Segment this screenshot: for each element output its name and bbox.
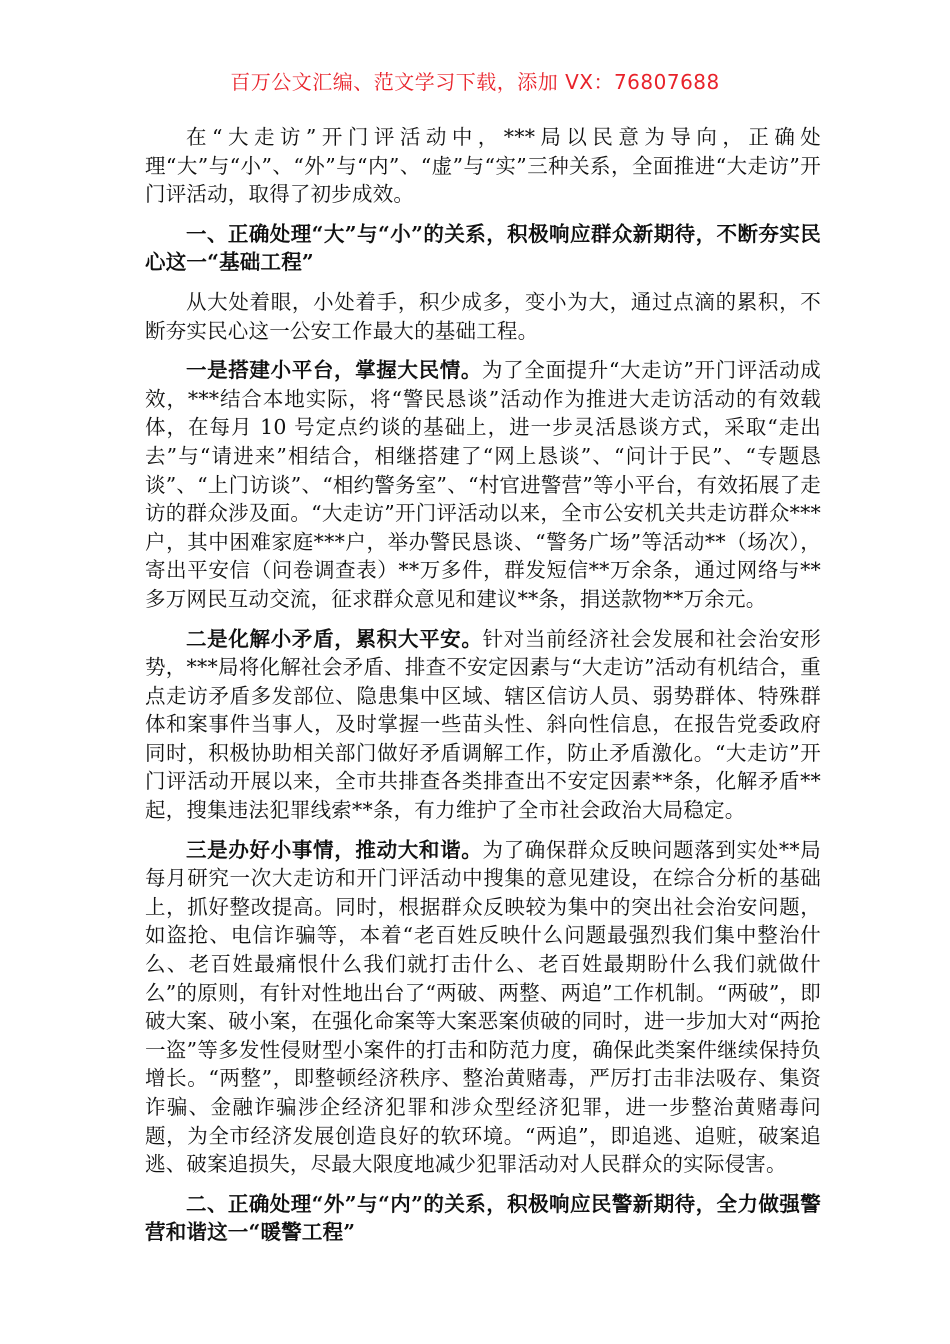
intro-paragraph: 在“大走访”开门评活动中，***局以民意为导向，正确处理“大”与“小”、“外”与“内”、“虚”与“实”三种关系，全面推进“大走访”开门评活动，取得了初步成效。 [145,125,821,207]
point-3-lead: 三是办好小事情，推动大和谐。 [186,837,483,862]
point-1-text: 为了全面提升“大走访”开门评活动成效，***结合本地实际，将“警民恳谈”活动作为推进大走访活动的有效载体，在每月 10 号定点约谈的基础上，进一步灵活恳谈方式，采取“走出去”与“请进来”相结合，相继搭建了“网上恳谈”、“问计于民”、“专题恳谈”、“上门访谈”、“相约警务室”、“村官进警营”等小平台，有效拓展了走访的群众涉及面。“大走访”开门评活动以来，全市公安机关共走访群众***户，其中困难家庭***户，举办警民恳谈、“警务广场”等活动**（场次），寄出平安信（问卷调查表）**万多件，群发短信**万余条，通过网络与**多万网民互动交流，征求群众意见和建议**条，捐送款物**万余元。 [145,358,821,611]
point-paragraph-1 [145,356,821,613]
section-1-intro-paragraph: 从大处着眼，小处着手，积少成多，变小为大，通过点滴的累积，不断夯实民心这一公安工作最大的基础工程。 [145,289,821,343]
point-2-lead: 二是化解小矛盾，累积大平安。 [186,626,483,651]
point-paragraph-2 [145,625,821,825]
header-watermark-text: 百万公文汇编、范文学习下载，添加 VX：76807688 [230,70,720,94]
section-heading-1: 一、正确处理“大”与“小”的关系，积极响应群众新期待，不断夯实民心这一“基础工程” [145,221,821,275]
section-heading-2: 二、正确处理“外”与“内”的关系，积极响应民警新期待，全力做强警营和谐这一“暖警工程” [145,1191,821,1245]
point-3-text: 为了确保群众反映问题落到实处**局每月研究一次大走访和开门评活动中搜集的意见建设，在综合分析的基础上，抓好整改提高。同时，根据群众反映较为集中的突出社会治安问题，如盗抢、电信诈骗等，本着“老百姓反映什么问题最强烈我们集中整治什么、老百姓最痛恨什么我们就打击什么、老百姓最期盼什么我们就做什么”的原则，有针对性地出台了“两破、两整、两追”工作机制。“两破”，即破大案、破小案，在强化命案等大案恶案侦破的同时，进一步加大对“两抢一盗”等多发性侵财型小案件的打击和防范力度，确保此类案件继续保持负增长。“两整”，即整顿经济秩序、整治黄赌毒，严厉打击非法吸存、集资诈骗、金融诈骗涉企经济犯罪和涉众型经济犯罪，进一步整治黄赌毒问题，为全市经济发展创造良好的软环境。“两追”，即追逃、追赃，破案追逃、破案追损失，尽最大限度地减少犯罪活动对人民群众的实际侵害。 [145,837,821,1177]
document-body [145,123,821,1258]
point-2-text: 针对当前经济社会发展和社会治安形势，***局将化解社会矛盾、排查不安定因素与“大走访”活动有机结合，重点走访矛盾多发部位、隐患集中区域、辖区信访人员、弱势群体、特殊群体和案事件当事人，及时掌握一些苗头性、斜向性信息，在报告党委政府同时，积极协助相关部门做好矛盾调解工作，防止矛盾激化。“大走访”开门评活动开展以来，全市共排查各类排查出不安定因素**条，化解矛盾**起，搜集违法犯罪线索**条，有力维护了全市社会政治大局稳定。 [145,626,821,823]
point-paragraph-3 [145,836,821,1179]
point-1-lead: 一是搭建小平台，掌握大民情。 [186,358,483,383]
